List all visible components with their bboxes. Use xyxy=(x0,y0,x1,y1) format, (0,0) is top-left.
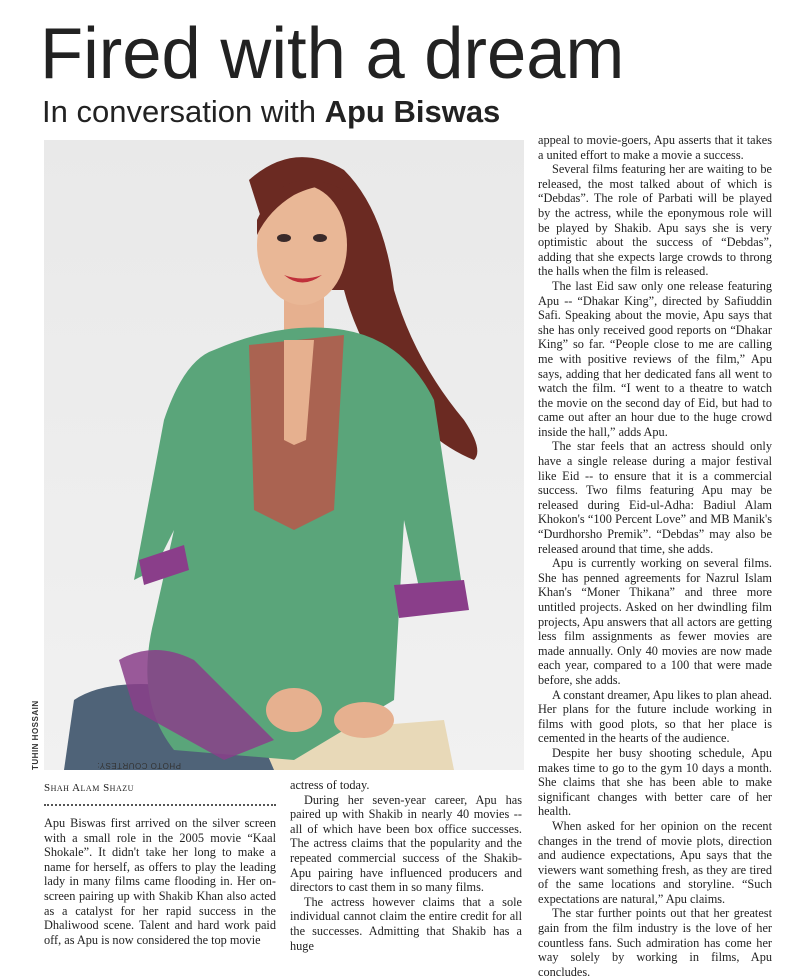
paragraph: When asked for her opinion on the recent changes in the trend of movie plots, direction and audience expectations, Apu says that the viewers want something fresh, as they are tired of the same locations and storyline. “Such expectations are natural,” Apu claims. xyxy=(538,818,772,906)
paragraph: The actress however claims that a sole individual cannot claim the entire credit for all the successes. Admitting that Shakib has a huge xyxy=(290,894,522,953)
photo-credit-label: PHOTO COURTESY: xyxy=(96,761,181,770)
paragraph: actress of today. xyxy=(290,778,370,792)
article-column-3 xyxy=(538,133,772,979)
article-column-1 xyxy=(44,816,276,947)
byline-divider xyxy=(44,804,276,806)
portrait-illustration xyxy=(44,140,524,770)
subject-name: Apu Biswas xyxy=(324,94,501,129)
hand-left xyxy=(266,688,322,732)
paragraph: The star further points out that her greatest gain from the film industry is the love of her countless fans. Such admiration has come her way solely by working in films, Apu concludes. xyxy=(538,906,772,979)
headline: Fired with a dream xyxy=(40,14,625,94)
paragraph: A constant dreamer, Apu likes to plan ahead. Her plans for the future include working in films with good plots, so that her place is cemented in the hearts of the audience. xyxy=(538,687,772,746)
feature-photo xyxy=(44,140,524,770)
paragraph: Despite her busy shooting schedule, Apu makes time to go to the gym 10 days a month. She claims that she has been able to make significant changes with better care of her health. xyxy=(538,745,772,819)
photo-credit-name: TUHIN HOSSAIN xyxy=(31,700,40,770)
paragraph: appeal to movie-goers, Apu asserts that it takes a united effort to make a movie a success. xyxy=(538,133,772,162)
paragraph: During her seven-year career, Apu has paired up with Shakib in nearly 40 movies -- all of which have been box office successes. The actress claims that the popularity and the repeated commercial success of the Shakib-Apu pairing have influenced producers and directors to cast them in so many films. xyxy=(290,792,522,895)
subheadline-prefix: In conversation with xyxy=(42,94,325,129)
byline: Shah Alam Shazu xyxy=(44,782,134,794)
sleeve-cuff-right xyxy=(394,580,469,618)
paragraph: Apu Biswas first arrived on the silver screen with a small role in the 2005 movie “Kaal Shokale”. It didn't take her long to make a name for herself, as offers to play the leading lady in many films came flooding in. Her on-screen pairing up with Shakib Khan also acted as a catalyst for her rapid success in the Dhaliwood scene. Talent and hard work paid off, as Apu is now considered the top movie xyxy=(44,816,276,947)
paragraph: Several films featuring her are waiting to be released, the most talked about of which is “Debdas”. The role of Parbati will be played by the actress, while the eponymous role will be played by Shakib. Apu says she is very optimistic about the success of “Debdas”, adding that she expects large crowds to throng the halls when the film is released. xyxy=(538,162,772,279)
subheadline xyxy=(42,96,500,127)
paragraph: The star feels that an actress should only have a single release during a major festival like Eid -- to ensure that it is a commercial success. Two films featuring Apu may be released during Eid-ul-Adha: Badiul Alam Khokon's “100 Percent Love” and MB Manik's “Durdhorsho Premik”. “Debdas” may also be released around that time, she adds. xyxy=(538,439,772,556)
article-column-2 xyxy=(290,778,522,953)
paragraph: The last Eid saw only one release featuring Apu -- “Dhakar King”, directed by Safiuddin Safi. Speaking about the movie, Apu says that she has only received good reports on “Dhakar King” so far. “People close to me are calling me with positive reviews of the film,” Apu says, adding that her dedicated fans all went to watch the film. “I went to a theatre to watch the movie on the second day of Eid, but had to came out after an hour due to the huge crowd inside the hall,” adds Apu. xyxy=(538,278,772,439)
hand-right xyxy=(334,702,394,738)
photo-credit xyxy=(31,620,181,770)
paragraph: Apu is currently working on several films. She has penned agreements for Nazrul Islam Khan's “Moner Thikana” and three more untitled projects. Asked on her dwindling film projects, Apu answers that all actors are getting less film assignments as fewer movies are made annually. Only 40 movies are now made each year, compared to a 100 that were made before, she adds. xyxy=(538,556,772,687)
